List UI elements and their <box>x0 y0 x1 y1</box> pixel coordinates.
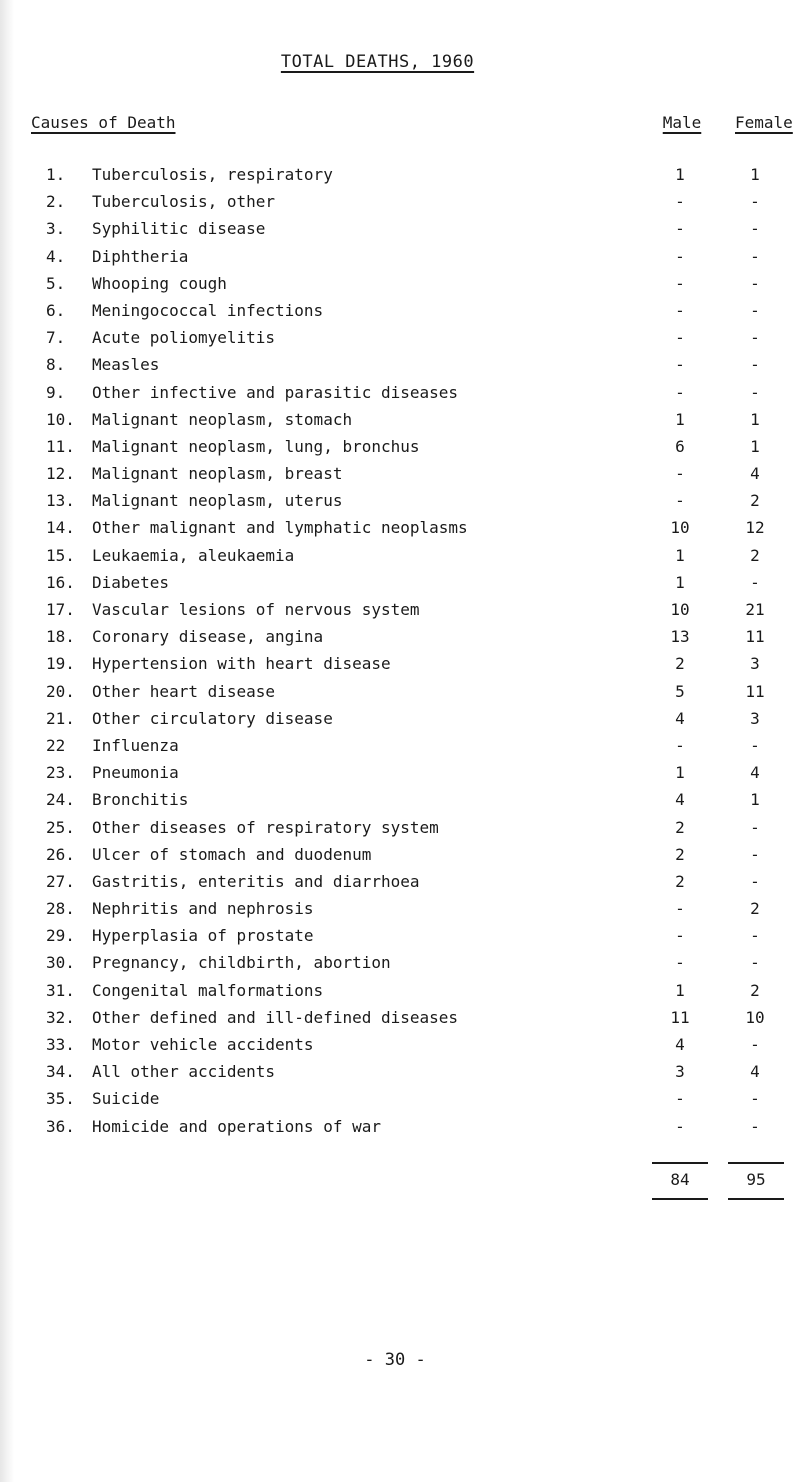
male-count: 2 <box>675 844 685 864</box>
cause-name: Whooping cough <box>92 273 227 293</box>
table-row <box>0 274 800 301</box>
table-row <box>0 627 800 654</box>
female-count: 2 <box>750 545 760 565</box>
cause-name: Tuberculosis, other <box>92 192 276 212</box>
row-number: 16. <box>46 572 75 592</box>
female-count: - <box>750 219 760 239</box>
table-row <box>0 763 800 790</box>
male-count: - <box>675 328 685 348</box>
row-number: 4. <box>46 246 66 266</box>
table-row <box>0 654 800 681</box>
cause-name: Other defined and ill-defined diseases <box>92 1007 459 1027</box>
male-count: 6 <box>675 436 685 456</box>
row-number: 17. <box>46 600 75 619</box>
male-count: 2 <box>675 654 685 674</box>
male-count: - <box>675 355 685 375</box>
female-count: 3 <box>750 654 760 674</box>
female-count: - <box>750 817 760 837</box>
cause-name: Other heart disease <box>92 681 276 701</box>
male-count: 13 <box>670 627 690 647</box>
table-row <box>0 981 800 1008</box>
female-total-rule-top <box>728 1162 784 1164</box>
table-row <box>0 219 800 246</box>
row-number: 32. <box>46 1007 75 1027</box>
row-number: 29. <box>46 926 75 946</box>
table-row <box>0 736 800 763</box>
female-count: - <box>750 871 760 891</box>
male-count: 1 <box>675 572 685 592</box>
female-count: 21 <box>745 600 765 619</box>
cause-name: Malignant neoplasm, uterus <box>92 491 343 511</box>
table-row <box>0 165 800 192</box>
cause-name: Suicide <box>92 1089 160 1109</box>
row-number: 20. <box>46 681 75 701</box>
female-count: - <box>750 192 760 212</box>
page-title-text: TOTAL DEATHS, 1960 <box>280 52 475 72</box>
male-total-rule-top <box>652 1162 708 1164</box>
table-row <box>0 247 800 274</box>
female-count: - <box>750 1116 760 1136</box>
female-count: - <box>750 246 760 266</box>
male-total-rule-bottom <box>652 1198 708 1200</box>
female-count: - <box>750 273 760 293</box>
cause-name: All other accidents <box>92 1062 276 1082</box>
male-count: 10 <box>670 600 690 619</box>
male-count: - <box>675 464 685 484</box>
table-row <box>0 464 800 491</box>
row-number: 19. <box>46 654 75 674</box>
row-number: 27. <box>46 871 75 891</box>
row-number: 11. <box>46 436 75 456</box>
female-count: 10 <box>745 1007 765 1027</box>
female-count: - <box>750 844 760 864</box>
cause-name: Coronary disease, angina <box>92 627 324 647</box>
cause-name: Acute poliomyelitis <box>92 328 276 348</box>
female-count: - <box>750 1089 760 1109</box>
table-row <box>0 1089 800 1116</box>
male-count: - <box>675 382 685 402</box>
row-number: 34. <box>46 1062 75 1082</box>
female-count: 2 <box>750 899 760 919</box>
row-number: 10. <box>46 409 75 429</box>
female-count: 1 <box>750 436 760 456</box>
male-count: 4 <box>675 708 685 728</box>
cause-name: Measles <box>92 355 160 375</box>
male-count: - <box>675 1116 685 1136</box>
row-number: 2. <box>46 192 66 212</box>
male-count: - <box>675 735 685 755</box>
cause-name: Vascular lesions of nervous system <box>92 600 420 619</box>
row-number: 3. <box>46 219 66 239</box>
male-count: 5 <box>675 681 685 701</box>
female-count: - <box>750 572 760 592</box>
cause-name: Leukaemia, aleukaemia <box>92 545 295 565</box>
row-number: 22 <box>46 735 66 755</box>
cause-name: Other malignant and lymphatic neoplasms <box>92 518 468 538</box>
table-row <box>0 953 800 980</box>
table-row <box>0 437 800 464</box>
row-number: 30. <box>46 953 75 973</box>
table-row <box>0 818 800 845</box>
female-count: 1 <box>750 165 760 184</box>
cause-name: Pneumonia <box>92 763 179 783</box>
table-row <box>0 682 800 709</box>
male-count: 1 <box>675 409 685 429</box>
cause-name: Malignant neoplasm, lung, bronchus <box>92 436 420 456</box>
cause-name: Other circulatory disease <box>92 708 333 728</box>
cause-name: Congenital malformations <box>92 980 324 1000</box>
female-count: 4 <box>750 1062 760 1082</box>
female-count: 1 <box>750 790 760 810</box>
male-count: - <box>675 1089 685 1109</box>
table-row <box>0 790 800 817</box>
female-count: 4 <box>750 763 760 783</box>
cause-name: Syphilitic disease <box>92 219 266 239</box>
female-count: - <box>750 953 760 973</box>
female-total-rule-bottom <box>728 1198 784 1200</box>
page-title <box>0 52 755 72</box>
female-count: - <box>750 328 760 348</box>
row-number: 15. <box>46 545 75 565</box>
row-number: 33. <box>46 1035 75 1054</box>
female-count: 3 <box>750 708 760 728</box>
male-count: 1 <box>675 165 685 184</box>
female-count: - <box>750 926 760 946</box>
female-count: - <box>750 355 760 375</box>
male-count: - <box>675 273 685 293</box>
male-count: 2 <box>675 817 685 837</box>
table-row <box>0 518 800 545</box>
male-count: 11 <box>670 1007 690 1027</box>
female-count: 12 <box>745 518 765 538</box>
table-row <box>0 1117 800 1144</box>
female-count: 11 <box>745 681 765 701</box>
cause-name: Ulcer of stomach and duodenum <box>92 844 372 864</box>
table-row <box>0 1008 800 1035</box>
cause-name: Diabetes <box>92 572 170 592</box>
male-count: 10 <box>670 518 690 538</box>
row-number: 14. <box>46 518 75 538</box>
row-number: 26. <box>46 844 75 864</box>
table-row <box>0 192 800 219</box>
cause-name: Pregnancy, childbirth, abortion <box>92 953 391 973</box>
female-count: - <box>750 735 760 755</box>
table-row <box>0 410 800 437</box>
male-count: - <box>675 953 685 973</box>
male-count: - <box>675 899 685 919</box>
cause-name: Hyperplasia of prostate <box>92 926 314 946</box>
table-row <box>0 546 800 573</box>
male-count: 4 <box>675 790 685 810</box>
cause-name: Motor vehicle accidents <box>92 1035 314 1054</box>
cause-name: Other infective and parasitic diseases <box>92 382 459 402</box>
row-number: 36. <box>46 1116 75 1136</box>
male-count: 4 <box>675 1035 685 1054</box>
cause-name: Malignant neoplasm, stomach <box>92 409 353 429</box>
row-number: 28. <box>46 899 75 919</box>
cause-name: Hypertension with heart disease <box>92 654 391 674</box>
female-count: - <box>750 300 760 320</box>
cause-name: Diphtheria <box>92 246 189 266</box>
row-number: 6. <box>46 300 66 320</box>
male-count: 2 <box>675 871 685 891</box>
female-count: 2 <box>750 980 760 1000</box>
row-number: 7. <box>46 328 66 348</box>
female-count: - <box>750 1035 760 1054</box>
male-count: 1 <box>675 545 685 565</box>
row-number: 13. <box>46 491 75 511</box>
table-row <box>0 926 800 953</box>
male-count: 1 <box>675 763 685 783</box>
cause-name: Malignant neoplasm, breast <box>92 464 343 484</box>
table-row <box>0 845 800 872</box>
female-count: 4 <box>750 464 760 484</box>
male-count: - <box>675 192 685 212</box>
cause-name: Homicide and operations of war <box>92 1116 381 1136</box>
table-row <box>0 1035 800 1062</box>
female-total: 95 <box>746 1170 766 1189</box>
cause-name: Nephritis and nephrosis <box>92 899 314 919</box>
female-count: 2 <box>750 491 760 511</box>
male-total: 84 <box>670 1170 690 1189</box>
page-number: - 30 - <box>364 1350 426 1370</box>
cause-name: Meningococcal infections <box>92 300 324 320</box>
row-number: 25. <box>46 817 75 837</box>
column-header-female: Female <box>735 113 793 132</box>
cause-name: Tuberculosis, respiratory <box>92 165 333 184</box>
male-count: - <box>675 491 685 511</box>
male-count: - <box>675 300 685 320</box>
table-row <box>0 899 800 926</box>
male-count: - <box>675 926 685 946</box>
table-row <box>0 301 800 328</box>
male-count: 1 <box>675 980 685 1000</box>
row-number: 23. <box>46 763 75 783</box>
row-number: 12. <box>46 464 75 484</box>
table-row <box>0 383 800 410</box>
row-number: 5. <box>46 273 66 293</box>
table-row <box>0 355 800 382</box>
table-row <box>0 328 800 355</box>
row-number: 8. <box>46 355 66 375</box>
table-row <box>0 600 800 627</box>
male-count: 3 <box>675 1062 685 1082</box>
row-number: 9. <box>46 382 66 402</box>
row-number: 24. <box>46 790 75 810</box>
cause-name: Influenza <box>92 735 179 755</box>
table-row <box>0 491 800 518</box>
deaths-table <box>0 165 800 1144</box>
column-header-causes: Causes of Death <box>31 113 176 132</box>
cause-name: Other diseases of respiratory system <box>92 817 439 837</box>
row-number: 18. <box>46 627 75 647</box>
row-number: 31. <box>46 980 75 1000</box>
table-row <box>0 573 800 600</box>
cause-name: Gastritis, enteritis and diarrhoea <box>92 871 420 891</box>
female-count: 1 <box>750 409 760 429</box>
row-number: 1. <box>46 165 66 184</box>
female-count: - <box>750 382 760 402</box>
cause-name: Bronchitis <box>92 790 189 810</box>
table-row <box>0 872 800 899</box>
table-row <box>0 1062 800 1089</box>
row-number: 35. <box>46 1089 75 1109</box>
table-row <box>0 709 800 736</box>
male-count: - <box>675 219 685 239</box>
female-count: 11 <box>745 627 765 647</box>
row-number: 21. <box>46 708 75 728</box>
male-count: - <box>675 246 685 266</box>
column-header-male: Male <box>662 113 702 132</box>
